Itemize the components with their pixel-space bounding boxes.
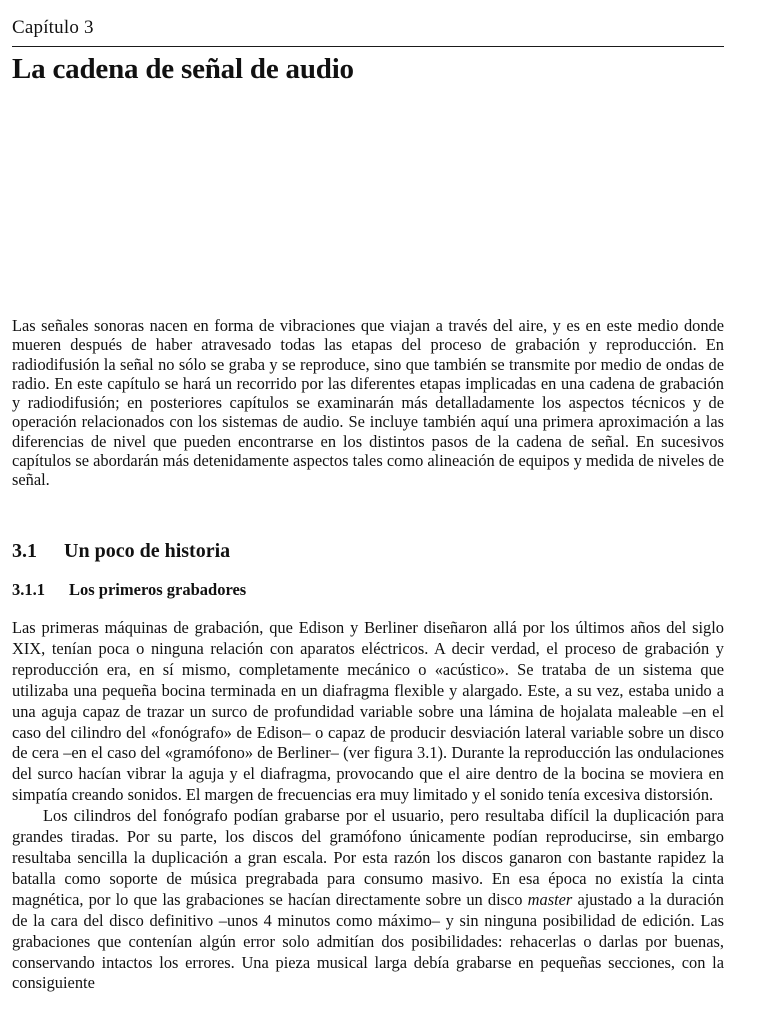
chapter-title: La cadena de señal de audio xyxy=(12,53,354,85)
subsection-title: Los primeros grabadores xyxy=(69,580,247,599)
header-rule xyxy=(12,46,724,47)
paragraph-2-text-end: ajustado a la duración de la cara del disco definitivo –unos 4 minutos como máximo– y sin ninguna posibilidad de edición. Las grabaciones que contenían algún error solo admitían dos posibilidades: rehacerlas o darlas por buenas, conservando intactos los errores. Una pieza musical larga debía grabarse en pequeñas secciones, con la consiguiente xyxy=(12,889,724,993)
emphasized-term: master xyxy=(527,889,573,909)
section-title: Un poco de historia xyxy=(64,540,231,562)
running-head: Capítulo 3 xyxy=(12,17,94,38)
paragraph-2-text-start: Los cilindros del fonógrafo podían grabarse por el usuario, pero resultaba difícil la duplicación para grandes tiradas. Por su parte, los discos del gramófono únicamente podían reproducirse, sin embargo resultaba sencilla la duplicación a gran escala. Por esta razón los discos ganaron con bastante rapidez la batalla como soporte de música pregrabada para consumo masivo. En esa época no existía la cinta magnética, por lo que las grabaciones se hacían directamente sobre un disco xyxy=(12,806,724,909)
subsection-number: 3.1.1 xyxy=(12,580,45,599)
intro-paragraph: Las señales sonoras nacen en forma de vibraciones que viajan a través del aire, y es en este medio donde mueren después de haber atravesado todas las etapas del proceso de grabación y reproducción. En radiodifusión la señal no sólo se graba y se reproduce, sino que también se transmite por medio de ondas de radio. En este capítulo se hará un recorrido por las diferentes etapas implicadas en una cadena de grabación y radiodifusión; en posteriores capítulos se examinarán más detalladamente los aspectos técnicos y de operación relacionados con los sistemas de audio. Se incluye también aquí una primera aproximación a las diferencias de nivel que pueden encontrarse en los distintos pasos de la cadena de señal. En sucesivos capítulos se abordarán más detenidamente aspectos tales como alineación de equipos y medida de niveles de señal. xyxy=(12,316,724,490)
body-text xyxy=(12,618,724,994)
body-paragraph-2 xyxy=(12,806,724,994)
section-heading xyxy=(12,539,230,563)
section-number: 3.1 xyxy=(12,540,37,562)
subsection-heading xyxy=(12,580,246,600)
body-paragraph-1: Las primeras máquinas de grabación, que Edison y Berliner diseñaron allá por los últimos años del siglo XIX, tenían poca o ninguna relación con aparatos eléctricos. A decir verdad, el proceso de grabación y reproducción era, en sí mismo, completamente mecánico o «acústico». Se trataba de un sistema que utilizaba una pequeña bocina terminada en un diafragma flexible y alargado. Este, a su vez, estaba unido a una aguja capaz de trazar un surco de profundidad variable sobre una lámina de hojalata maleable –en el caso del cilindro del «fonógrafo» de Edison– o capaz de producir desviación lateral variable sobre un disco de cera –en el caso del «gramófono» de Berliner– (ver figura 3.1). Durante la reproducción las ondulaciones del surco hacían vibrar la aguja y el diafragma, provocando que el aire dentro de la bocina se moviera en simpatía creando sonidos. El margen de frecuencias era muy limitado y el sonido tenía excesiva distorsión. xyxy=(12,618,724,805)
book-page xyxy=(12,0,724,1024)
